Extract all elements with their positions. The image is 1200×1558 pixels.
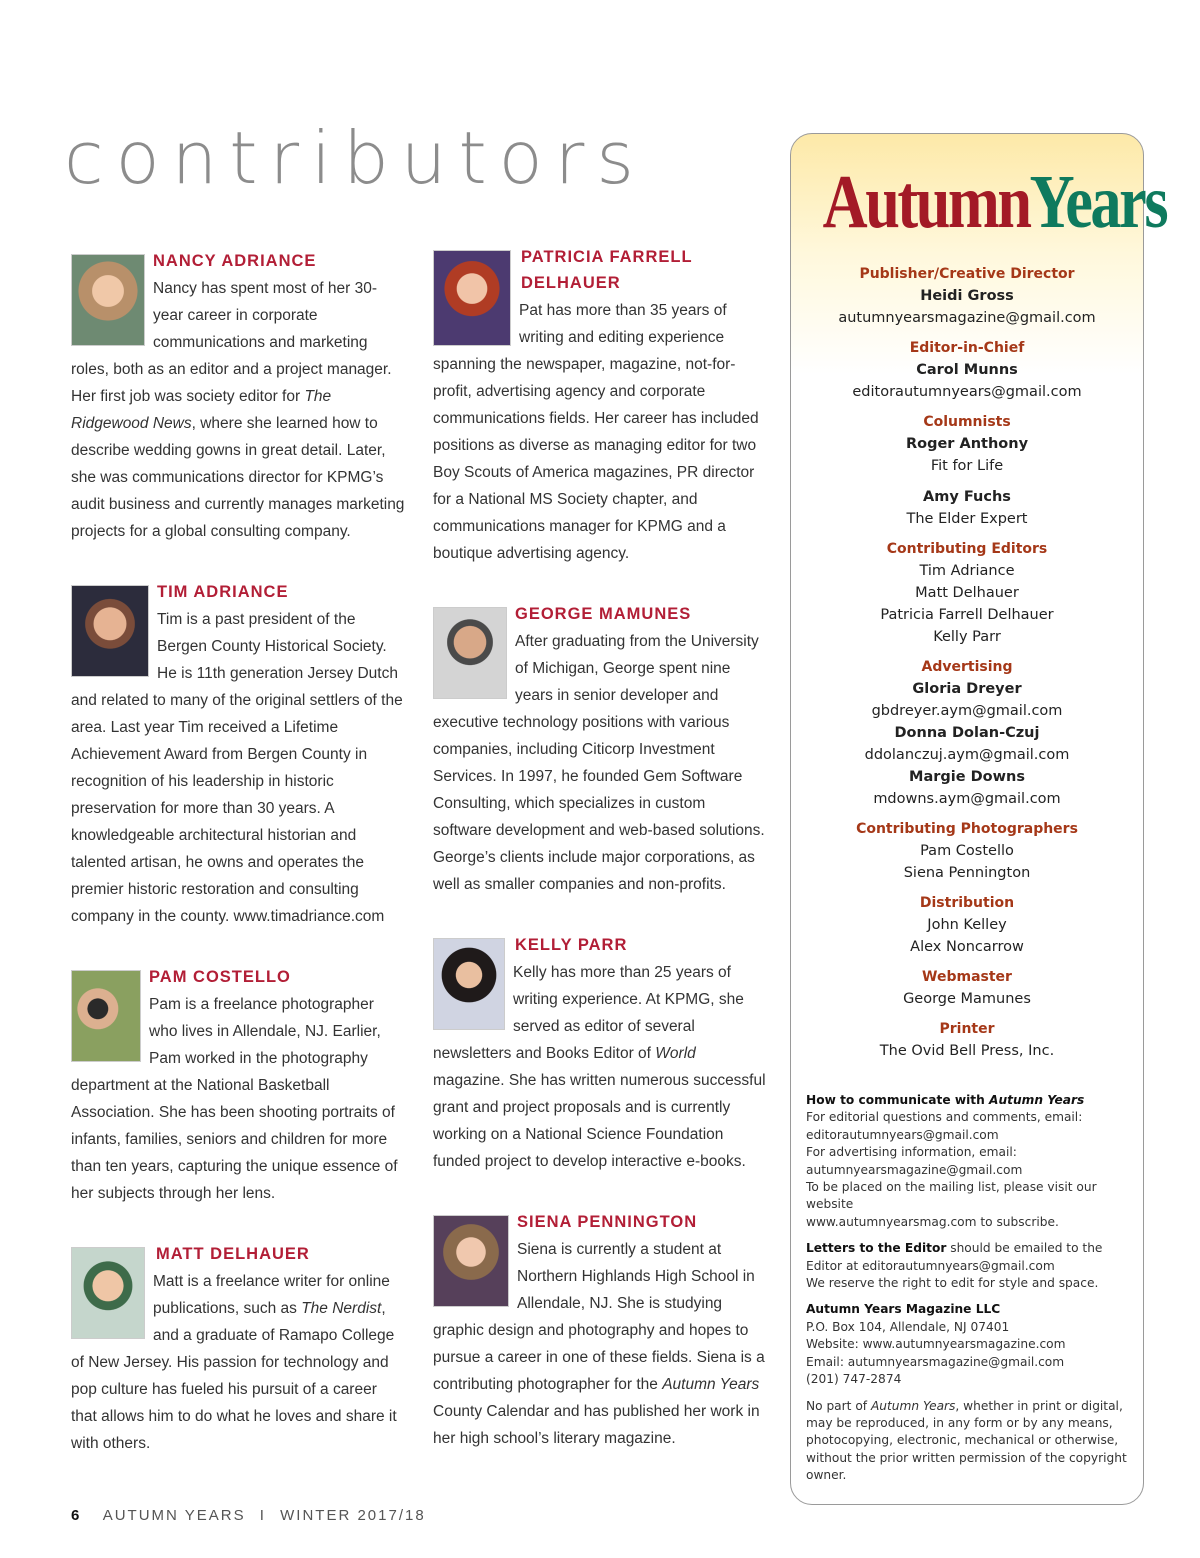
masthead-role: Printer (939, 1021, 995, 1037)
masthead-list (791, 263, 1143, 1070)
masthead-role: Advertising (921, 659, 1013, 675)
masthead-entry: Fit for Life (930, 458, 1004, 474)
contributor-bio (71, 1241, 406, 1457)
masthead-entry: Heidi Gross (920, 288, 1014, 304)
masthead-entry: Roger Anthony (905, 436, 1029, 452)
masthead-role: Distribution (919, 895, 1015, 911)
contributor-text: Matt is a freelance writer for online publications, such as The Nerdist, and a graduate of Ramapo College of New Jersey. His passion for technology and pop culture has fueled his pursuit of a career that allows him to do what he loves and share it with others. (71, 1273, 397, 1452)
masthead-role: Contributing Editors (886, 541, 1048, 557)
contributor-name: KELLY PARR (515, 936, 628, 954)
masthead-entry: Gloria Dreyer (912, 681, 1022, 697)
contributor-bio (71, 579, 406, 930)
fine-print-line: Editor at editorautumnyears@gmail.com (806, 1258, 1055, 1273)
masthead-entry: John Kelley (927, 917, 1007, 933)
contributor-name: PATRICIA FARRELL DELHAUER (521, 248, 693, 292)
masthead-entry: gbdreyer.aym@gmail.com (871, 703, 1063, 719)
llc-block: Autumn Years Magazine LLC P.O. Box 104, Allendale, NJ 07401 Website: www.autumnyearsmagazine.com Email: autumnyearsmagazine@gmail.com (201) 747-2874 (806, 1301, 1136, 1388)
masthead-section (791, 966, 1143, 1010)
masthead-entry: Kelly Parr (933, 629, 1001, 645)
contributor-bio (433, 601, 768, 898)
masthead-section (791, 337, 1143, 403)
fine-print-line: www.autumnyearsmag.com to subscribe. (806, 1214, 1059, 1229)
masthead-entry: George Mamunes (903, 991, 1031, 1007)
nancy-adriance-photo (71, 254, 145, 346)
siena-pennington-photo (433, 1215, 509, 1307)
masthead-entry: autumnyearsmagazine@gmail.com (838, 310, 1096, 326)
masthead-section (791, 538, 1143, 648)
contributor-text: After graduating from the University of Michigan, George spent nine years in senior developer and executive technology positions with various companies, including Citicorp Investment Services. In 1997, he founded Gem Software Consulting, which specializes in custom software development and web-based solutions. George’s clients include major corporations, as well as smaller companies and non-profits. (433, 633, 765, 893)
letters-block: Letters to the Editor should be emailed to the Editor at editorautumnyears@gmail.com We reserve the right to edit for style and space. (806, 1240, 1136, 1292)
contributor-text: Pat has more than 35 years of writing and editing experience spanning the newspaper, magazine, not-for-profit, advertising agency and corporate communications fields. Her career has included positions as diverse as managing editor for two Boy Scouts of America magazines, PR director for a National MS Society chapter, and communications manager for KPMG and a boutique advertising agency. (433, 302, 759, 562)
contributor-bio (433, 244, 768, 567)
masthead-entry: Matt Delhauer (915, 585, 1019, 601)
contributor-text: Pam is a freelance photographer who lives in Allendale, NJ. Earlier, Pam worked in the photography department at the National Basketball Association. She has been shooting portraits of infants, families, seniors and children for more than ten years, capturing the unique essence of her subjects through her lens. (71, 996, 398, 1202)
masthead-section (791, 818, 1143, 884)
kelly-parr-photo (433, 938, 505, 1030)
fine-print-line: We reserve the right to edit for style and space. (806, 1276, 1099, 1291)
fine-print-line: To be placed on the mailing list, please visit our website (806, 1180, 1097, 1212)
footer-separator: I (259, 1507, 266, 1524)
fine-print-line: Website: www.autumnyearsmagazine.com (806, 1337, 1066, 1352)
page-title: contributors (64, 116, 646, 200)
fine-print-line: For editorial questions and comments, email: (806, 1110, 1083, 1125)
contributor-name: TIM ADRIANCE (157, 583, 289, 601)
fine-print-line: (201) 747-2874 (806, 1372, 902, 1387)
contributor-bio (71, 964, 406, 1207)
contributor-bio (433, 1209, 768, 1452)
contributors-column-left (71, 248, 406, 1457)
masthead-entry: Carol Munns (916, 362, 1018, 378)
matt-delhauer-photo (71, 1247, 145, 1339)
masthead-sidebar (790, 133, 1167, 1505)
masthead-entry: editorautumnyears@gmail.com (852, 384, 1082, 400)
masthead-entry: Siena Pennington (903, 865, 1031, 881)
masthead-entry: Tim Adriance (919, 563, 1015, 579)
contributor-text: Kelly has more than 25 years of writing experience. At KPMG, she served as editor of several newsletters and Books Editor of World magazine. She has written numerous successful grant and project proposals and is currently working on a National Science Foundation funded project to develop interactive e-books. (433, 964, 766, 1170)
masthead-section (791, 1018, 1143, 1062)
fine-print-line: Email: autumnyearsmagazine@gmail.com (806, 1354, 1065, 1369)
masthead-role: Contributing Photographers (856, 821, 1078, 837)
fine-print-line: P.O. Box 104, Allendale, NJ 07401 (806, 1319, 1010, 1334)
masthead-section (791, 892, 1143, 958)
contributor-name: GEORGE MAMUNES (515, 605, 692, 623)
contributor-name: PAM COSTELLO (149, 968, 291, 986)
fine-print-line: autumnyearsmagazine@gmail.com (806, 1162, 1023, 1177)
autumn-years-logo: AutumnYears (822, 160, 1167, 244)
masthead-entry: Amy Fuchs (923, 489, 1011, 505)
page-footer (71, 1507, 426, 1524)
masthead-entry: Pam Costello (920, 843, 1014, 859)
masthead-entry: mdowns.aym@gmail.com (873, 791, 1061, 807)
contributor-name: MATT DELHAUER (156, 1245, 310, 1263)
masthead-entry: The Elder Expert (906, 511, 1028, 527)
masthead-entry: Alex Noncarrow (910, 939, 1024, 955)
contributor-name: NANCY ADRIANCE (153, 252, 317, 270)
masthead-role: Columnists (923, 414, 1011, 430)
george-mamunes-photo (433, 607, 507, 699)
contributor-text: Nancy has spent most of her 30-year career in corporate communications and marketing roles, both as an editor and a project manager. Her first job was society editor for The Ridgewood News, where she learned how to describe wedding gowns in great detail. Later, she was communications director for KPMG’s audit business and currently manages marketing projects for a global consulting company. (71, 280, 405, 540)
contributor-bio (433, 932, 768, 1175)
contributor-bio (71, 248, 406, 545)
publication-name: AUTUMN YEARS (102, 1507, 246, 1524)
patricia-farrell-delhauer-photo (433, 250, 511, 346)
masthead-role: Webmaster (922, 969, 1012, 985)
fine-print-line: editorautumnyears@gmail.com (806, 1127, 999, 1142)
masthead-entry: The Ovid Bell Press, Inc. (879, 1043, 1055, 1059)
fine-print-line: For advertising information, email: (806, 1145, 1017, 1160)
contributor-text: Tim is a past president of the Bergen County Historical Society. He is 11th generation Jersey Dutch and related to many of the original settlers of the area. Last year Tim received a Lifetime Achievement Award from Bergen County in recognition of his leadership in historic preservation for more than 30 years. A knowledgeable architectural historian and talented artisan, he owns and operates the premier historic restoration and consulting company in the county. www.timadriance.com (71, 611, 403, 925)
pam-costello-photo (71, 970, 141, 1062)
masthead-role: Publisher/Creative Director (859, 266, 1075, 282)
masthead-entry: Patricia Farrell Delhauer (880, 607, 1054, 623)
masthead-entry: Donna Dolan-Czuj (894, 725, 1040, 741)
rights-block: No part of Autumn Years, whether in print or digital, may be reproduced, in any form or by any means, photocopying, electronic, mechanical or otherwise, without the prior written permission of the copyright owner. (806, 1398, 1127, 1483)
page-number: 6 (71, 1507, 82, 1524)
masthead-section (791, 263, 1143, 329)
masthead-section (791, 656, 1143, 810)
issue-date: WINTER 2017/18 (280, 1507, 426, 1524)
masthead-role: Editor-in-Chief (909, 340, 1025, 356)
contributor-text: Siena is currently a student at Northern Highlands High School in Allendale, NJ. She is studying graphic design and photography and hopes to pursue a career in one of these fields. Siena is a contributing photographer for the Autumn Years County Calendar and has published her work in her high school’s literary magazine. (433, 1241, 765, 1447)
masthead-section (791, 411, 1143, 530)
masthead-entry: ddolanczuj.aym@gmail.com (864, 747, 1070, 763)
contributors-column-middle (433, 244, 768, 1452)
fine-print (806, 1092, 1136, 1494)
communicate-block: How to communicate with Autumn Years For editorial questions and comments, email: editorautumnyears@gmail.com For advertising information, email: autumnyearsmagazine@gmail.com To be placed on the mailing list, please visit our website www.autumnyearsmag.com to subscribe. (806, 1092, 1136, 1231)
tim-adriance-photo (71, 585, 149, 677)
masthead-entry: Margie Downs (909, 769, 1025, 785)
contributor-name: SIENA PENNINGTON (517, 1213, 698, 1231)
